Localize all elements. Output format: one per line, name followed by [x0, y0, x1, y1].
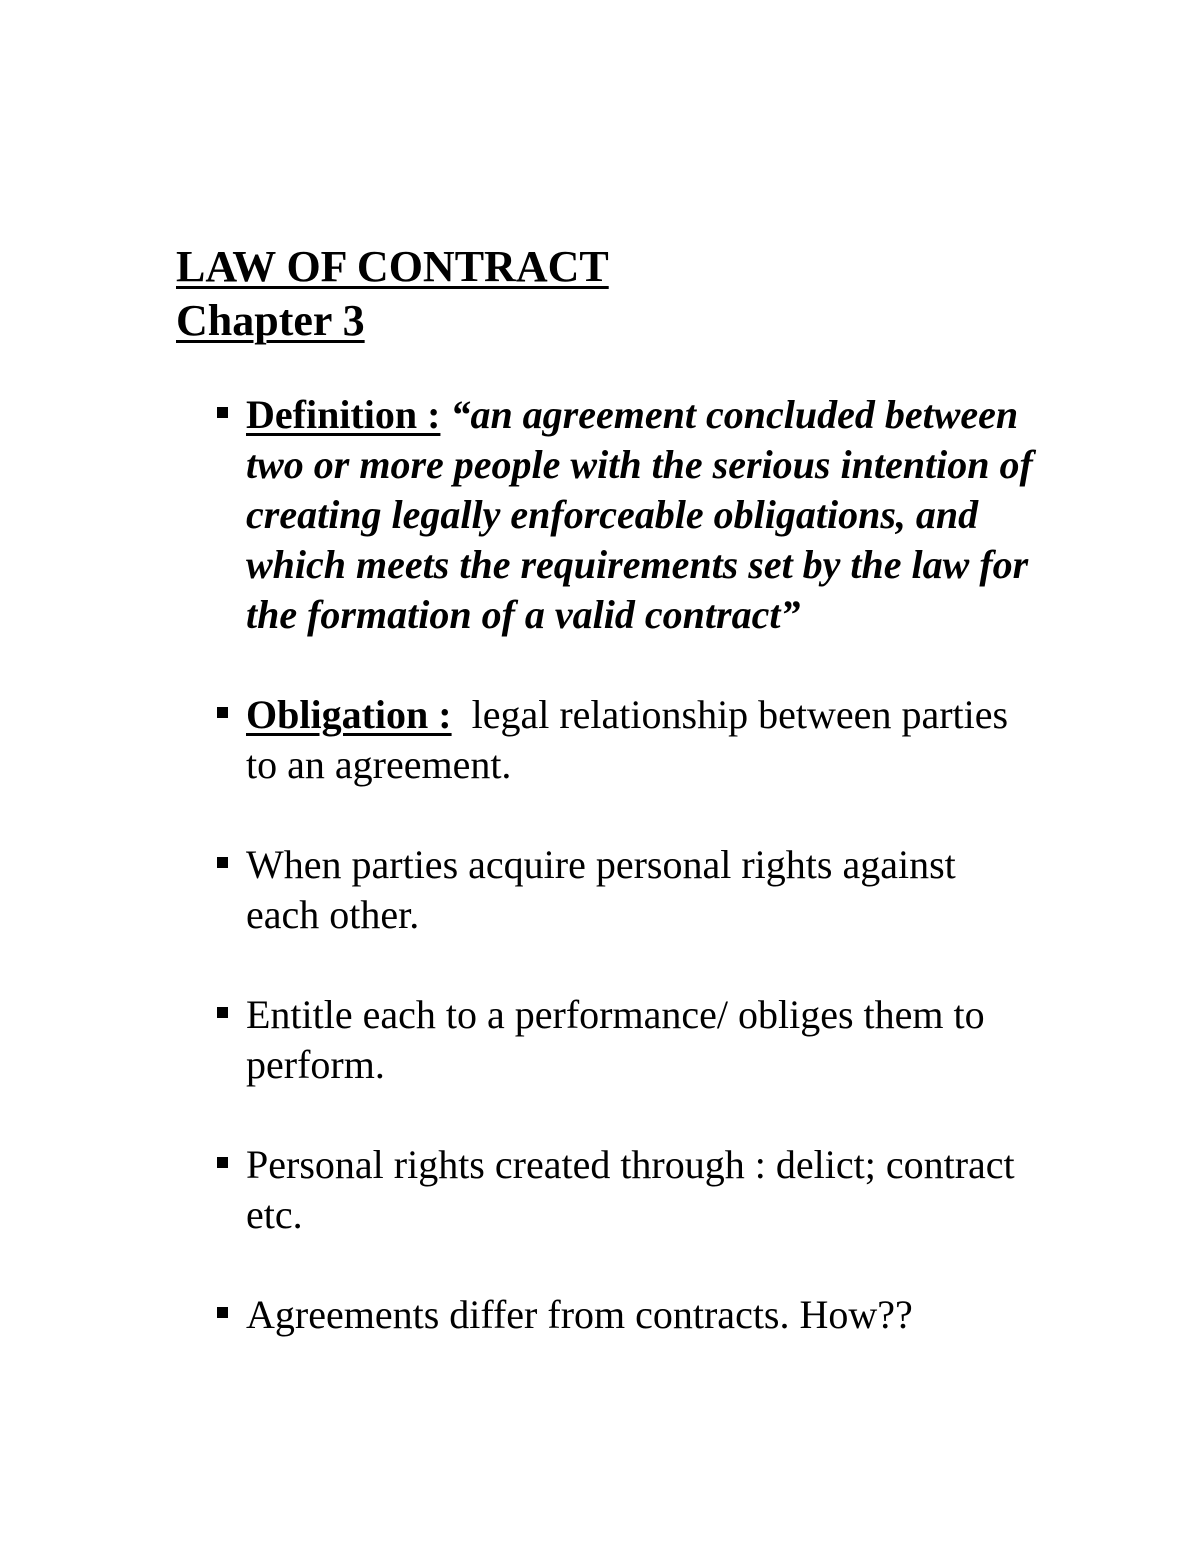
square-bullet-icon [217, 1007, 228, 1018]
list-item-obligation [214, 690, 1034, 790]
list-item [214, 840, 1034, 940]
list-item [214, 990, 1034, 1090]
list-item-text: Agreements differ from contracts. How?? [246, 1292, 913, 1337]
list-item-definition [214, 390, 1034, 640]
list-item-text: Personal rights created through : delict; contract etc. [246, 1142, 1015, 1237]
title-chapter: Chapter 3 [176, 296, 365, 345]
title-main: LAW OF CONTRACT [176, 242, 609, 291]
bullet-list [214, 390, 1034, 1390]
list-item [214, 1290, 1034, 1340]
definition-text: “an agreement concluded between two or more people with the serious intention of creating legally enforceable obligations, and which meets the requirements set by the law for the formation of a valid contract” [246, 392, 1033, 637]
term-definition: Definition : [246, 392, 441, 437]
square-bullet-icon [217, 857, 228, 868]
list-item-text: Entitle each to a performance/ obliges them to perform. [246, 992, 985, 1087]
list-item-text: When parties acquire personal rights against each other. [246, 842, 956, 937]
square-bullet-icon [217, 1307, 228, 1318]
document-title [176, 240, 609, 348]
square-bullet-icon [217, 1157, 228, 1168]
square-bullet-icon [217, 407, 228, 418]
term-obligation: Obligation : [246, 692, 452, 737]
obligation-text: legal relationship between parties to an agreement. [246, 692, 1009, 787]
list-item [214, 1140, 1034, 1240]
square-bullet-icon [217, 707, 228, 718]
